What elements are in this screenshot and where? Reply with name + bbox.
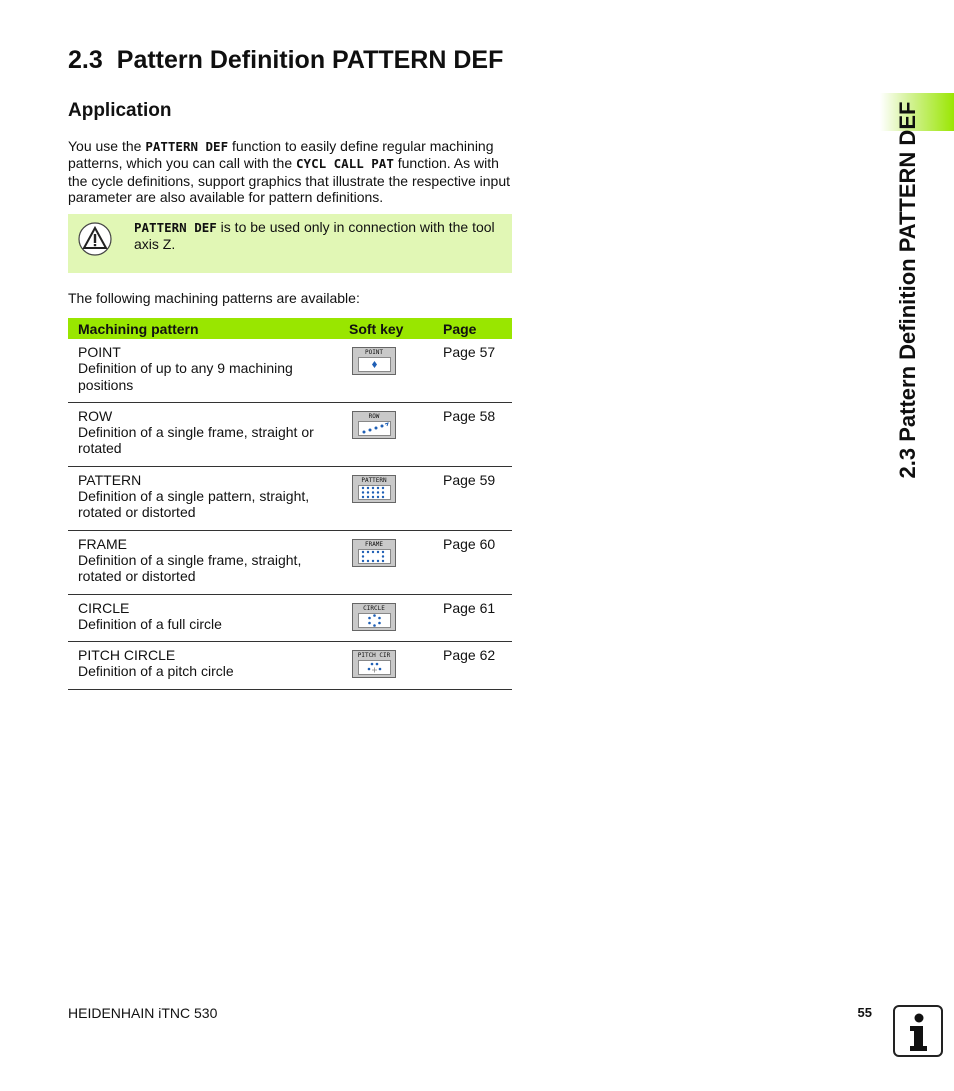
- pattern-cell: [68, 402, 349, 466]
- page-number: 55: [857, 1005, 872, 1020]
- note-text: [134, 219, 506, 253]
- softkey-label: PITCH CIR: [357, 652, 391, 660]
- section-number: 2.3: [68, 46, 103, 74]
- page-cell: Page 60: [443, 530, 512, 594]
- table-row: [68, 530, 512, 594]
- page-cell: Page 61: [443, 594, 512, 642]
- softkey-row[interactable]: [352, 411, 396, 439]
- code-cycl-call-pat: CYCL CALL PAT: [296, 156, 394, 172]
- table-row: [68, 339, 512, 402]
- pattern-desc: Definition of a full circle: [78, 615, 222, 632]
- intro-text-3: function. As with the cycle definitions, support graphics that illustrate the respective input parameter are also available for pattern definitions.: [68, 155, 511, 205]
- pattern-name: PITCH CIRCLE: [78, 647, 176, 664]
- page-cell: Page 59: [443, 466, 512, 530]
- frame-pattern-icon: [358, 549, 391, 564]
- pattern-desc: Definition of a single pattern, straight, rotated or distorted: [78, 488, 310, 521]
- softkey-cell: [349, 339, 443, 402]
- page-cell: Page 58: [443, 402, 512, 466]
- softkey-label: CIRCLE: [363, 604, 385, 612]
- pattern-name: PATTERN: [78, 471, 142, 488]
- softkey-cell: [349, 466, 443, 530]
- softkey-label: FRAME: [364, 540, 384, 548]
- pattern-cell: [68, 466, 349, 530]
- pattern-name: CIRCLE: [78, 599, 130, 616]
- pattern-desc: Definition of a single frame, straight or rotated: [78, 424, 314, 457]
- footer-product: HEIDENHAIN iTNC 530: [68, 1005, 218, 1021]
- softkey-label: ROW: [368, 412, 380, 420]
- pattern-name: ROW: [78, 407, 113, 424]
- page-cell: Page 62: [443, 642, 512, 690]
- pattern-cell: [68, 339, 349, 402]
- softkey-label: POINT: [364, 349, 384, 356]
- row-pattern-icon: [358, 421, 391, 436]
- note-body: is to be used only in connection with the tool axis Z.: [134, 219, 495, 253]
- intro-text-1: You use the: [68, 138, 146, 154]
- grid-pattern-icon: [358, 485, 391, 500]
- table-row: [68, 402, 512, 466]
- softkey-pitch-circle[interactable]: [352, 650, 396, 678]
- subheading: Application: [68, 100, 172, 121]
- code-pattern-def: PATTERN DEF: [145, 139, 229, 154]
- pattern-desc: Definition of up to any 9 machining positions: [78, 360, 293, 393]
- section-title: Pattern Definition PATTERN DEF: [116, 46, 504, 74]
- table-header-row: [68, 318, 512, 339]
- softkey-cell: [349, 402, 443, 466]
- intro-paragraph: [68, 138, 513, 205]
- info-icon: [893, 1005, 943, 1057]
- col-header-softkey: Soft key: [349, 318, 443, 339]
- side-title-text: 2.3 Pattern Definition PATTERN DEF: [895, 101, 920, 479]
- softkey-cell: [349, 594, 443, 642]
- patterns-table: [68, 318, 512, 690]
- softkey-point[interactable]: [352, 347, 396, 375]
- softkey-pattern[interactable]: [352, 475, 396, 503]
- note-code: PATTERN DEF: [134, 220, 217, 235]
- pattern-cell: [68, 530, 349, 594]
- pitch-circle-pattern-icon: [358, 660, 391, 675]
- softkey-cell: [349, 530, 443, 594]
- table-row: [68, 642, 512, 690]
- softkey-circle[interactable]: [352, 603, 396, 631]
- page-cell: Page 57: [443, 339, 512, 402]
- col-header-page: Page: [443, 318, 512, 339]
- warning-triangle-icon: [78, 222, 112, 256]
- pattern-name: FRAME: [78, 535, 127, 552]
- pattern-cell: [68, 642, 349, 690]
- page-title: [68, 46, 503, 75]
- point-pattern-icon: [358, 357, 391, 372]
- available-patterns-text: The following machining patterns are available:: [68, 290, 360, 306]
- pattern-desc: Definition of a pitch circle: [78, 663, 234, 680]
- note-box: [68, 214, 512, 273]
- pattern-desc: Definition of a single frame, straight, rotated or distorted: [78, 551, 302, 585]
- pattern-name: POINT: [78, 344, 121, 360]
- intro-text-2: function to easily define regular machining patterns, which you can call with the: [68, 138, 494, 172]
- softkey-label: PATTERN: [361, 476, 387, 484]
- pattern-cell: [68, 594, 349, 642]
- col-header-pattern: Machining pattern: [68, 318, 349, 339]
- circle-pattern-icon: [358, 613, 391, 628]
- softkey-cell: [349, 642, 443, 690]
- table-row: [68, 594, 512, 642]
- info-glyph: [895, 1007, 941, 1055]
- softkey-frame[interactable]: [352, 539, 396, 567]
- table-row: [68, 466, 512, 530]
